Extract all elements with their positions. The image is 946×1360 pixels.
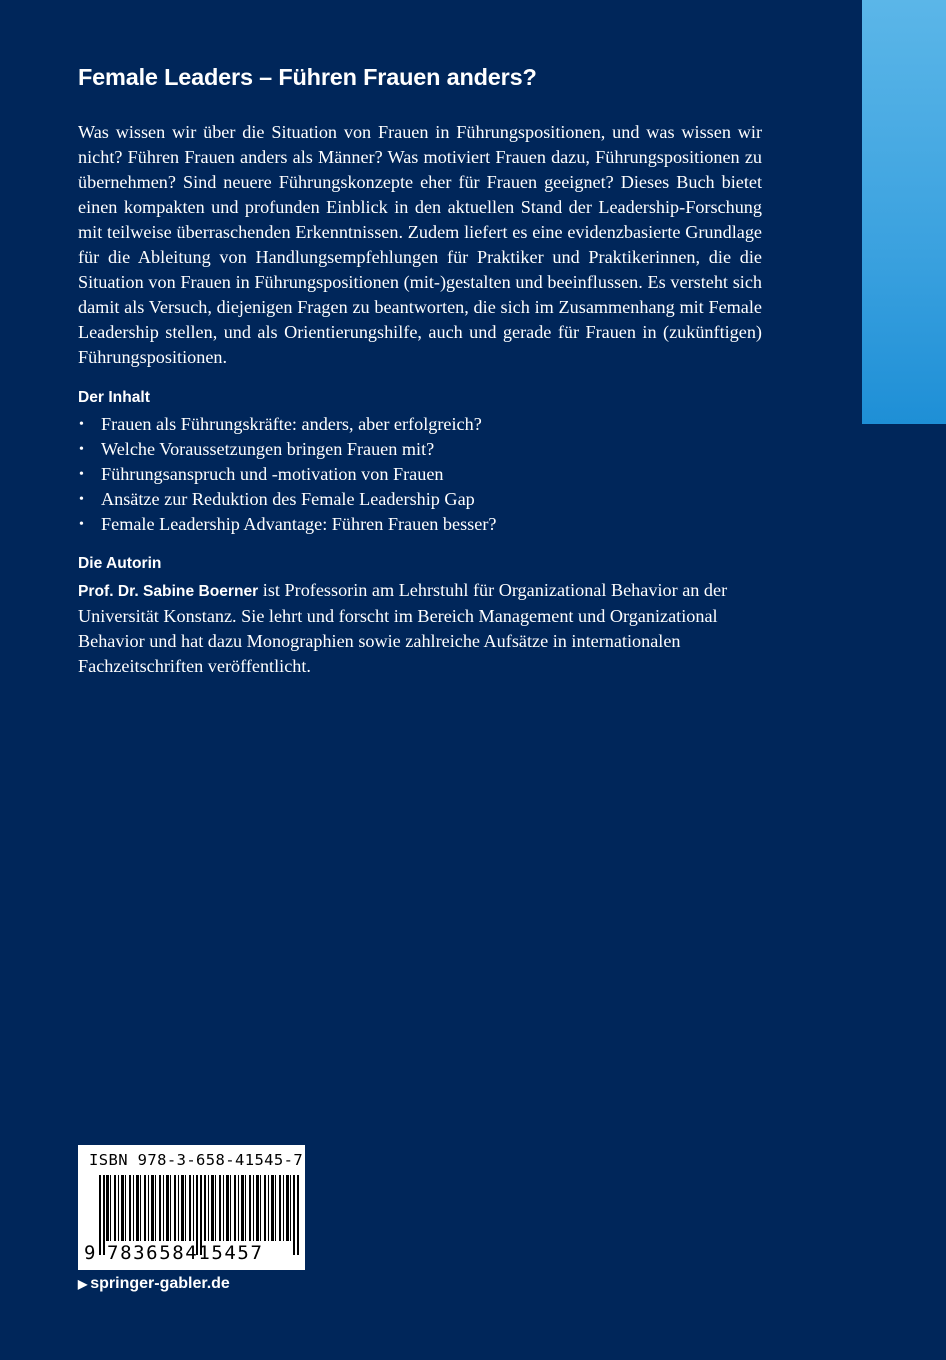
isbn-label: ISBN 978-3-658-41545-7	[89, 1151, 304, 1169]
bullet-icon: •	[79, 417, 84, 432]
bullet-icon: •	[79, 492, 84, 507]
isbn-barcode	[78, 1145, 305, 1270]
contents-list	[78, 412, 762, 537]
bullet-icon: •	[79, 467, 84, 482]
intro-paragraph: Was wissen wir über die Situation von Frauen in Führungspositionen, und was wissen wir nicht? Führen Frauen anders als Männer? Was motiviert Frauen dazu, Führungspositionen zu übernehmen? Sind neuere Führungskonzepte eher für Frauen geeignet? Dieses Buch bietet einen kompakten und profunden Einblick in den aktuellen Stand der Leadership-Forschung mit teilweise überraschenden Erkenntnissen. Zudem liefert es eine evidenzbasierte Grundlage für die Ableitung von Handlungsempfehlungen für Praktiker und Praktikerinnen, die die Situation von Frauen in Führungspositionen (mit-)gestalten und beeinflussen. Es versteht sich damit als Versuch, diejenigen Fragen zu beantworten, die sich im Zusammenhang mit Female Leadership stellen, und als Orientierungshilfe, auch und gerade für Frauen in (zukünftigen) Führungspositionen.	[78, 122, 762, 367]
author-name: Prof. Dr. Sabine Boerner	[78, 583, 259, 600]
contents-heading: Der Inhalt	[78, 389, 150, 406]
arrow-right-icon: ▶	[78, 1277, 88, 1291]
accent-bar	[862, 0, 946, 424]
list-item: • Führungsanspruch und -motivation von Frauen	[78, 462, 762, 487]
barcode-digits: 9 783658415457	[84, 1242, 264, 1264]
website-url: springer-gabler.de	[90, 1275, 230, 1292]
barcode-guard-right	[293, 1175, 299, 1255]
author-bio	[78, 578, 762, 679]
author-heading: Die Autorin	[78, 555, 162, 572]
publisher-website[interactable]	[78, 1275, 230, 1293]
list-item: • Welche Voraussetzungen bringen Frauen mit?	[78, 437, 762, 462]
bullet-icon: •	[79, 442, 84, 457]
back-cover-text	[78, 60, 762, 679]
author-bio-text: ist Professorin am Lehrstuhl für Organizational Behavior an der Universität Konstanz. Sie lehrt und forscht im Bereich Management und Organizational Behavior und hat dazu Monographien sowie zahlreiche Aufsätze in internationalen Fachzeitschriften veröffentlicht.	[78, 580, 728, 676]
list-item: • Ansätze zur Reduktion des Female Leadership Gap	[78, 487, 762, 512]
list-item: • Female Leadership Advantage: Führen Frauen besser?	[78, 512, 762, 537]
bullet-icon: •	[79, 517, 84, 532]
list-item: • Frauen als Führungskräfte: anders, aber erfolgreich?	[78, 412, 762, 437]
book-title: Female Leaders – Führen Frauen anders?	[78, 64, 537, 90]
